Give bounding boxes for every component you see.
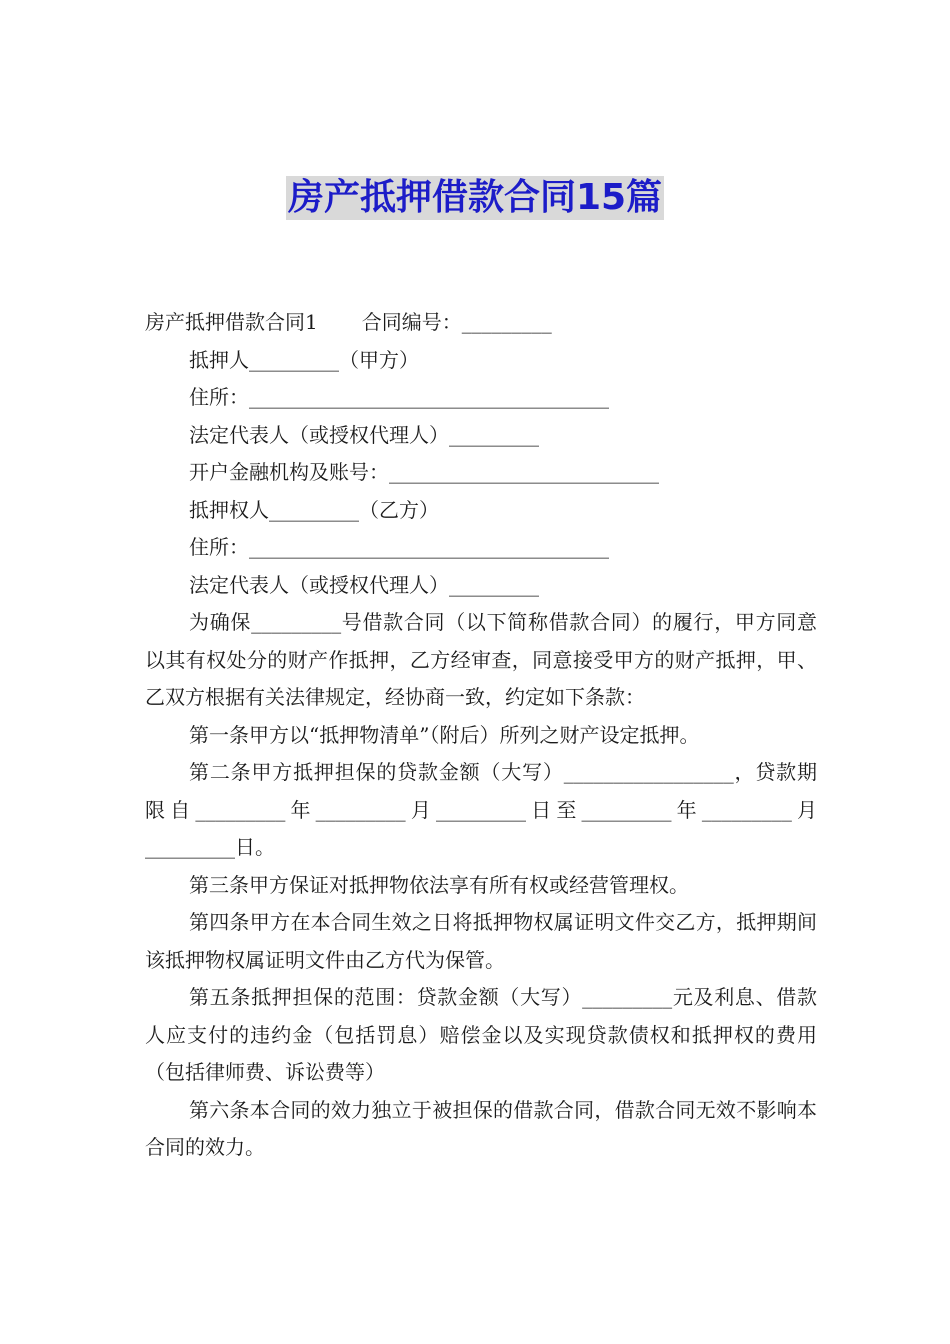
document-body [145,304,817,1167]
preamble-paragraph: 为确保_________号借款合同（以下简称借款合同）的履行，甲方同意以其有权处分的财产作抵押，乙方经审查，同意接受甲方的财产抵押，甲、乙双方根据有关法律规定，经协商一致，约定如下条款： [145,610,817,709]
mortgagee-address-line: 住所：____________________________________ [189,535,609,559]
mortgagor-representative-line: 法定代表人（或授权代理人）_________ [189,422,539,447]
mortgagee-line: 抵押权人_________（乙方） [189,497,439,522]
article-1-paragraph: 第一条甲方以“抵押物清单”（附后）所列之财产设定抵押。 [189,722,700,747]
article-3-paragraph: 第三条甲方保证对抵押物依法享有所有权或经营管理权。 [189,872,689,897]
article-6-paragraph: 第六条本合同的效力独立于被担保的借款合同，借款合同无效不影响本合同的效力。 [145,1097,817,1159]
contract-heading-line [145,304,817,342]
document-title: 房产抵押借款合同15篇 [287,177,663,218]
mortgagor-line: 抵押人_________（甲方） [189,347,419,372]
title-container [0,176,950,220]
bank-account-line: 开户金融机构及账号：___________________________ [189,460,659,484]
article-2-paragraph: 第二条甲方抵押担保的贷款金额（大写）_________________，贷款期限自_________年_________月_________日至_________年_________月_________日。 [145,760,817,859]
mortgagor-address-line: 住所：____________________________________ [189,385,609,409]
contract-number: 合同编号：_________ [361,310,552,334]
contract-name: 房产抵押借款合同1 [145,310,318,334]
article-4-paragraph: 第四条甲方在本合同生效之日将抵押物权属证明文件交乙方，抵押期间该抵押物权属证明文件由乙方代为保管。 [145,910,817,972]
article-5-paragraph: 第五条抵押担保的范围：贷款金额（大写）_________元及利息、借款人应支付的违约金（包括罚息）赔偿金以及实现贷款债权和抵押权的费用（包括律师费、诉讼费等） [145,985,817,1084]
mortgagee-representative-line: 法定代表人（或授权代理人）_________ [189,572,539,597]
